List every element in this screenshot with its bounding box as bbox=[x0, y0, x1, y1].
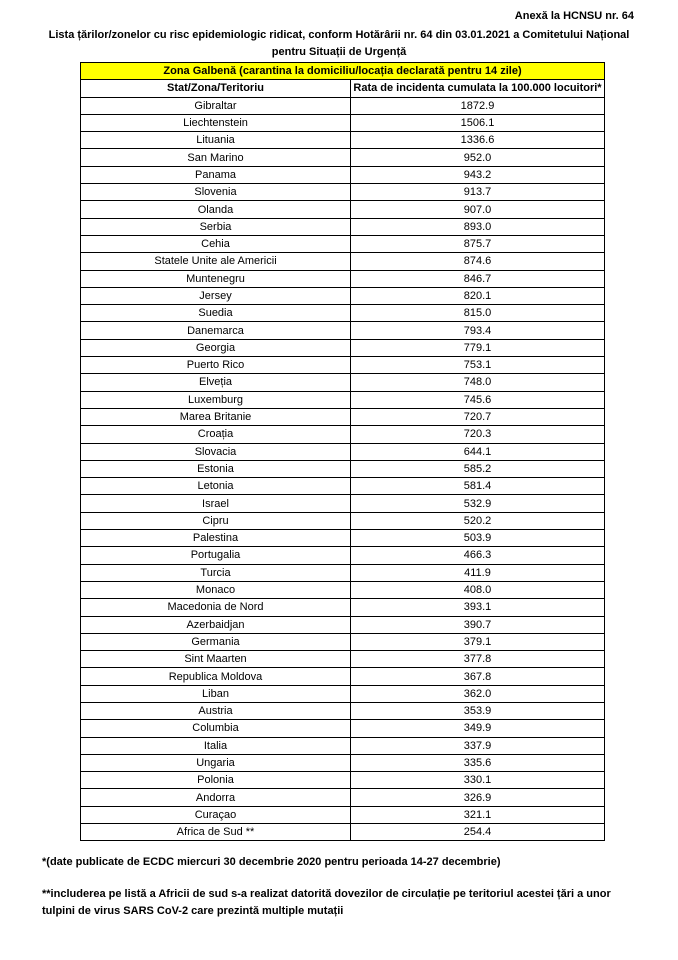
table-row bbox=[81, 270, 605, 287]
table-row bbox=[81, 720, 605, 737]
country-cell: Andorra bbox=[81, 789, 351, 806]
table-row bbox=[81, 235, 605, 252]
country-cell: Lituania bbox=[81, 132, 351, 149]
rate-cell: 644.1 bbox=[351, 443, 605, 460]
table-row bbox=[81, 495, 605, 512]
table-row bbox=[81, 166, 605, 183]
table-row bbox=[81, 443, 605, 460]
rate-cell: 321.1 bbox=[351, 806, 605, 823]
column-header-row bbox=[81, 80, 605, 97]
country-cell: Azerbaidjan bbox=[81, 616, 351, 633]
country-cell: Columbia bbox=[81, 720, 351, 737]
table-row bbox=[81, 322, 605, 339]
table-row bbox=[81, 512, 605, 529]
rate-cell: 846.7 bbox=[351, 270, 605, 287]
rate-cell: 907.0 bbox=[351, 201, 605, 218]
table-row bbox=[81, 547, 605, 564]
rate-cell: 503.9 bbox=[351, 530, 605, 547]
table-row bbox=[81, 149, 605, 166]
country-cell: Cipru bbox=[81, 512, 351, 529]
country-list-table bbox=[80, 62, 605, 841]
country-cell: Danemarca bbox=[81, 322, 351, 339]
country-cell: Georgia bbox=[81, 339, 351, 356]
rate-cell: 1872.9 bbox=[351, 97, 605, 114]
rate-cell: 820.1 bbox=[351, 287, 605, 304]
rate-cell: 411.9 bbox=[351, 564, 605, 581]
table-row bbox=[81, 754, 605, 771]
country-cell: Muntenegru bbox=[81, 270, 351, 287]
annex-label: Anexă la HCNSU nr. 64 bbox=[514, 10, 634, 22]
table-row bbox=[81, 685, 605, 702]
table-row bbox=[81, 651, 605, 668]
table-row bbox=[81, 564, 605, 581]
country-cell: Marea Britanie bbox=[81, 408, 351, 425]
rate-cell: 753.1 bbox=[351, 357, 605, 374]
table-row bbox=[81, 374, 605, 391]
table-row bbox=[81, 426, 605, 443]
table-row bbox=[81, 737, 605, 754]
country-cell: Luxemburg bbox=[81, 391, 351, 408]
rate-cell: 745.6 bbox=[351, 391, 605, 408]
rate-cell: 520.2 bbox=[351, 512, 605, 529]
country-cell: Portugalia bbox=[81, 547, 351, 564]
table-row bbox=[81, 806, 605, 823]
table-row bbox=[81, 824, 605, 841]
rate-cell: 353.9 bbox=[351, 702, 605, 719]
country-cell: Puerto Rico bbox=[81, 357, 351, 374]
rate-cell: 748.0 bbox=[351, 374, 605, 391]
table-row bbox=[81, 201, 605, 218]
column-header-rate: Rata de incidenta cumulata la 100.000 locuitori* bbox=[351, 80, 605, 97]
country-cell: Croația bbox=[81, 426, 351, 443]
country-cell: San Marino bbox=[81, 149, 351, 166]
table-row bbox=[81, 408, 605, 425]
country-cell: Slovacia bbox=[81, 443, 351, 460]
document-title bbox=[40, 27, 638, 61]
country-cell: Africa de Sud ** bbox=[81, 824, 351, 841]
country-cell: Liban bbox=[81, 685, 351, 702]
rate-cell: 349.9 bbox=[351, 720, 605, 737]
country-cell: Estonia bbox=[81, 460, 351, 477]
table-row bbox=[81, 530, 605, 547]
rate-cell: 532.9 bbox=[351, 495, 605, 512]
rate-cell: 337.9 bbox=[351, 737, 605, 754]
rate-cell: 466.3 bbox=[351, 547, 605, 564]
country-cell: Statele Unite ale Americii bbox=[81, 253, 351, 270]
country-cell: Liechtenstein bbox=[81, 114, 351, 131]
rate-cell: 1506.1 bbox=[351, 114, 605, 131]
table-row bbox=[81, 287, 605, 304]
country-cell: Curaçao bbox=[81, 806, 351, 823]
rate-cell: 377.8 bbox=[351, 651, 605, 668]
rate-cell: 335.6 bbox=[351, 754, 605, 771]
rate-cell: 913.7 bbox=[351, 184, 605, 201]
rate-cell: 581.4 bbox=[351, 478, 605, 495]
table-row bbox=[81, 391, 605, 408]
country-cell: Jersey bbox=[81, 287, 351, 304]
country-cell: Germania bbox=[81, 633, 351, 650]
rate-cell: 893.0 bbox=[351, 218, 605, 235]
country-cell: Macedonia de Nord bbox=[81, 599, 351, 616]
country-cell: Italia bbox=[81, 737, 351, 754]
rate-cell: 875.7 bbox=[351, 235, 605, 252]
column-header-country: Stat/Zona/Teritoriu bbox=[81, 80, 351, 97]
table-row bbox=[81, 339, 605, 356]
country-cell: Elveția bbox=[81, 374, 351, 391]
rate-cell: 720.7 bbox=[351, 408, 605, 425]
rate-cell: 815.0 bbox=[351, 305, 605, 322]
country-cell: Israel bbox=[81, 495, 351, 512]
rate-cell: 379.1 bbox=[351, 633, 605, 650]
table-row bbox=[81, 616, 605, 633]
table-row bbox=[81, 253, 605, 270]
country-cell: Republica Moldova bbox=[81, 668, 351, 685]
country-cell: Letonia bbox=[81, 478, 351, 495]
rate-cell: 1336.6 bbox=[351, 132, 605, 149]
country-cell: Ungaria bbox=[81, 754, 351, 771]
rate-cell: 943.2 bbox=[351, 166, 605, 183]
country-cell: Turcia bbox=[81, 564, 351, 581]
table-row bbox=[81, 772, 605, 789]
rate-cell: 408.0 bbox=[351, 581, 605, 598]
table-row bbox=[81, 633, 605, 650]
country-cell: Slovenia bbox=[81, 184, 351, 201]
rate-cell: 326.9 bbox=[351, 789, 605, 806]
table-row bbox=[81, 478, 605, 495]
rate-cell: 254.4 bbox=[351, 824, 605, 841]
table-row bbox=[81, 97, 605, 114]
rate-cell: 393.1 bbox=[351, 599, 605, 616]
title-line-1: Lista țărilor/zonelor cu risc epidemiologic ridicat, conform Hotărârii nr. 64 din 03.01.2021 a Comitetului Național bbox=[48, 29, 630, 41]
table-row bbox=[81, 114, 605, 131]
zone-header: Zona Galbenă (carantina la domiciliu/locația declarată pentru 14 zile) bbox=[81, 63, 605, 80]
table-body bbox=[81, 97, 605, 841]
rate-cell: 390.7 bbox=[351, 616, 605, 633]
rate-cell: 779.1 bbox=[351, 339, 605, 356]
country-cell: Serbia bbox=[81, 218, 351, 235]
table-row bbox=[81, 599, 605, 616]
rate-cell: 585.2 bbox=[351, 460, 605, 477]
country-cell: Olanda bbox=[81, 201, 351, 218]
rate-cell: 330.1 bbox=[351, 772, 605, 789]
table-row bbox=[81, 581, 605, 598]
country-cell: Palestina bbox=[81, 530, 351, 547]
rate-cell: 720.3 bbox=[351, 426, 605, 443]
footnote-south-africa: **includerea pe listă a Africii de sud s-a realizat datorită dovezilor de circulație pe teritoriul acestei țări a unor tulpini de virus SARS CoV-2 care prezintă multiple mutații bbox=[42, 888, 611, 917]
rate-cell: 952.0 bbox=[351, 149, 605, 166]
table-row bbox=[81, 218, 605, 235]
table-row bbox=[81, 460, 605, 477]
table-row bbox=[81, 789, 605, 806]
country-cell: Cehia bbox=[81, 235, 351, 252]
country-cell: Polonia bbox=[81, 772, 351, 789]
country-cell: Suedia bbox=[81, 305, 351, 322]
table-row bbox=[81, 702, 605, 719]
country-cell: Panama bbox=[81, 166, 351, 183]
title-line-2: pentru Situații de Urgență bbox=[271, 46, 407, 58]
rate-cell: 367.8 bbox=[351, 668, 605, 685]
table-row bbox=[81, 357, 605, 374]
table-row bbox=[81, 184, 605, 201]
table-row bbox=[81, 305, 605, 322]
country-cell: Monaco bbox=[81, 581, 351, 598]
country-cell: Sint Maarten bbox=[81, 651, 351, 668]
country-cell: Austria bbox=[81, 702, 351, 719]
country-cell: Gibraltar bbox=[81, 97, 351, 114]
rate-cell: 362.0 bbox=[351, 685, 605, 702]
table-row bbox=[81, 668, 605, 685]
table-row bbox=[81, 132, 605, 149]
zone-header-row bbox=[81, 63, 605, 80]
rate-cell: 874.6 bbox=[351, 253, 605, 270]
footnote-ecdc: *(date publicate de ECDC miercuri 30 decembrie 2020 pentru perioada 14-27 decembrie) bbox=[42, 856, 501, 868]
rate-cell: 793.4 bbox=[351, 322, 605, 339]
